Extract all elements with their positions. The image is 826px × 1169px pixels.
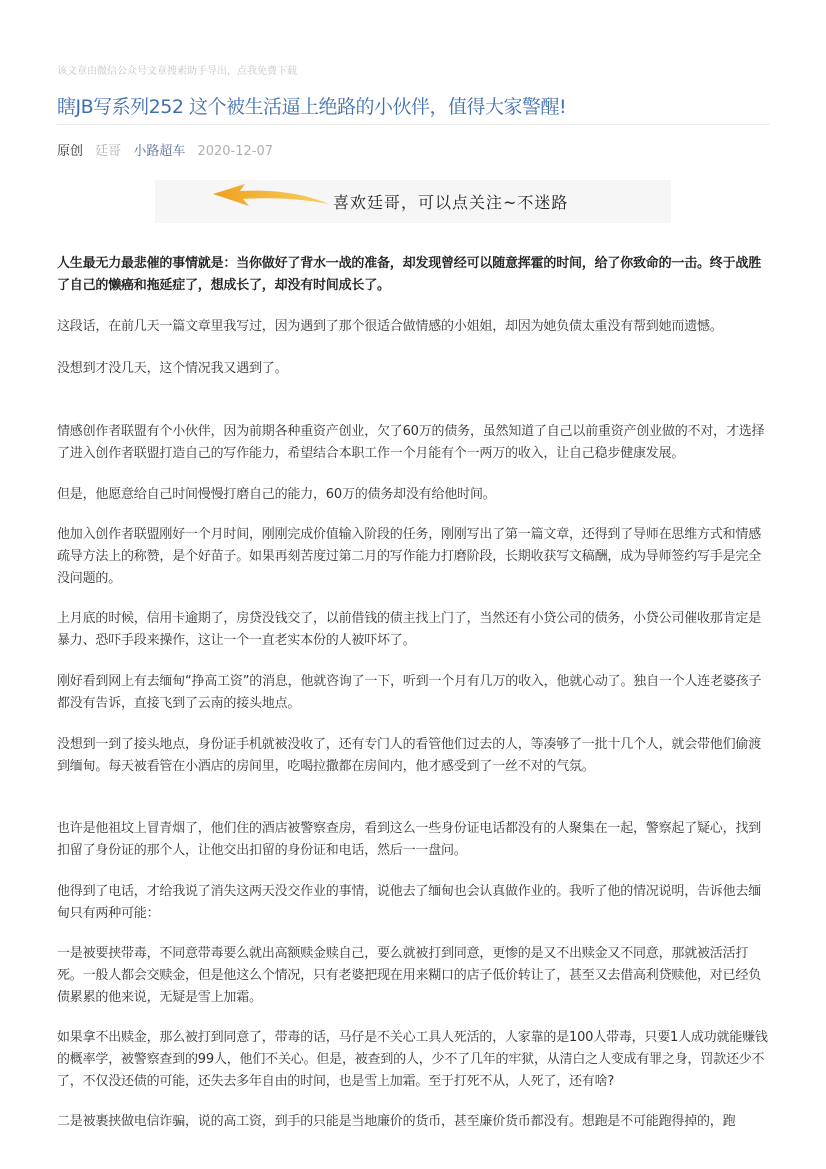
article-meta bbox=[57, 140, 281, 159]
paragraph: 人生最无力最悲催的事情就是：当你做好了背水一战的准备，却发现曾经可以随意挥霍的时间，给了你致命的一击。终于战胜了自己的懒癌和拖延症了，想成长了，却没有时间成长了。 bbox=[57, 256, 762, 293]
follow-banner bbox=[155, 180, 671, 223]
banner-text: 喜欢廷哥，可以点关注~不迷路 bbox=[333, 193, 569, 212]
paragraph: 刚好看到网上有去缅甸“挣高工资”的消息，他就咨询了一下，听到一个月有几万的收入，他就心动了。独自一个人连老婆孩子都没有告诉，直接飞到了云南的接头地点。 bbox=[57, 674, 762, 711]
paragraph: 但是，他愿意给自己时间慢慢打磨自己的能力，60万的债务却没有给他时间。 bbox=[57, 487, 496, 502]
paragraph: 没想到才没几天，这个情况我又遇到了。 bbox=[57, 361, 288, 376]
paragraph: 他得到了电话，才给我说了消失这两天没交作业的事情，说他去了缅甸也会认真做作业的。我听了他的情况说明，告诉他去缅甸只有两种可能： bbox=[57, 884, 762, 921]
publish-date: 2020-12-07 bbox=[197, 144, 274, 159]
author-name: 廷哥 bbox=[95, 144, 122, 159]
title-divider bbox=[57, 124, 770, 125]
paragraph: 情感创作者联盟有个小伙伴，因为前期各种重资产创业，欠了60万的债务，虽然知道了自己以前重资产创业做的不对，才选择了进入创作者联盟打造自己的写作能力，希望结合本职工作一个月能有个一两万的收入，让自己稳步健康发展。 bbox=[57, 424, 765, 461]
swoosh-arrow-icon bbox=[205, 180, 335, 223]
original-tag: 原创 bbox=[57, 144, 84, 159]
paragraph: 也许是他祖坟上冒青烟了，他们住的酒店被警察查房，看到这么一些身份证电话都没有的人聚集在一起，警察起了疑心，找到扣留了身份证的那个人，让他交出扣留的身份证和电话，然后一一盘问。 bbox=[57, 821, 762, 858]
paragraph: 没想到一到了接头地点，身份证手机就被没收了，还有专门人的看管他们过去的人，等凑够了一批十几个人，就会带他们偷渡到缅甸。每天被看管在小酒店的房间里，吃喝拉撒都在房间内，他才感受到了一丝不对的气氛。 bbox=[57, 737, 762, 774]
article-title: 瞎JB写系列252 这个被生活逼上绝路的小伙伴，值得大家警醒! bbox=[57, 96, 567, 118]
account-link[interactable]: 小路超车 bbox=[133, 144, 186, 159]
paragraph: 一是被要挟带毒，不同意带毒要么就出高额赎金赎自己，要么就被打到同意，更惨的是又不出赎金又不同意，那就被活活打死。一般人都会交赎金，但是他这么个情况，只有老婆把现在用来糊口的店子低价转让了，甚至又去借高利贷赎他，对已经负债累累的他来说，无疑是雪上加霜。 bbox=[57, 946, 762, 1005]
paragraph: 二是被裹挟做电信诈骗，说的高工资，到手的只能是当地廉价的货币，甚至廉价货币都没有。想跑是不可能跑得掉的，跑 bbox=[57, 1114, 736, 1129]
paragraph: 如果拿不出赎金，那么被打到同意了，带毒的话，马仔是不关心工具人死活的，人家靠的是100人带毒，只要1人成功就能赚钱的概率学，被警察查到的99人，他们不关心。但是，被查到的人，少不了几年的牢狱，从清白之人变成有罪之身，罚款还少不了，不仅没还债的可能，还失去多年自由的时间，也是雪上加霜。至于打死不从，人死了，还有啥? bbox=[57, 1030, 768, 1089]
paragraph: 上月底的时候，信用卡逾期了，房贷没钱交了，以前借钱的债主找上门了，当然还有小贷公司的债务，小贷公司催收那肯定是暴力、恐吓手段来操作，这让一个一直老实本份的人被吓坏了。 bbox=[57, 611, 762, 648]
paragraph: 这段话，在前几天一篇文章里我写过，因为遇到了那个很适合做情感的小姐姐，却因为她负债太重没有帮到她而遗憾。 bbox=[57, 319, 723, 334]
export-note[interactable]: 该文章由微信公众号文章搜索助手导出，点我免费下载 bbox=[57, 66, 297, 77]
paragraph: 他加入创作者联盟刚好一个月时间，刚刚完成价值输入阶段的任务，刚刚写出了第一篇文章，还得到了导师在思维方式和情感疏导方法上的称赞，是个好苗子。如果再刻苦度过第二月的写作能力打磨阶段，长期收获写文稿酬，成为导师签约写手是完全没问题的。 bbox=[57, 527, 762, 586]
